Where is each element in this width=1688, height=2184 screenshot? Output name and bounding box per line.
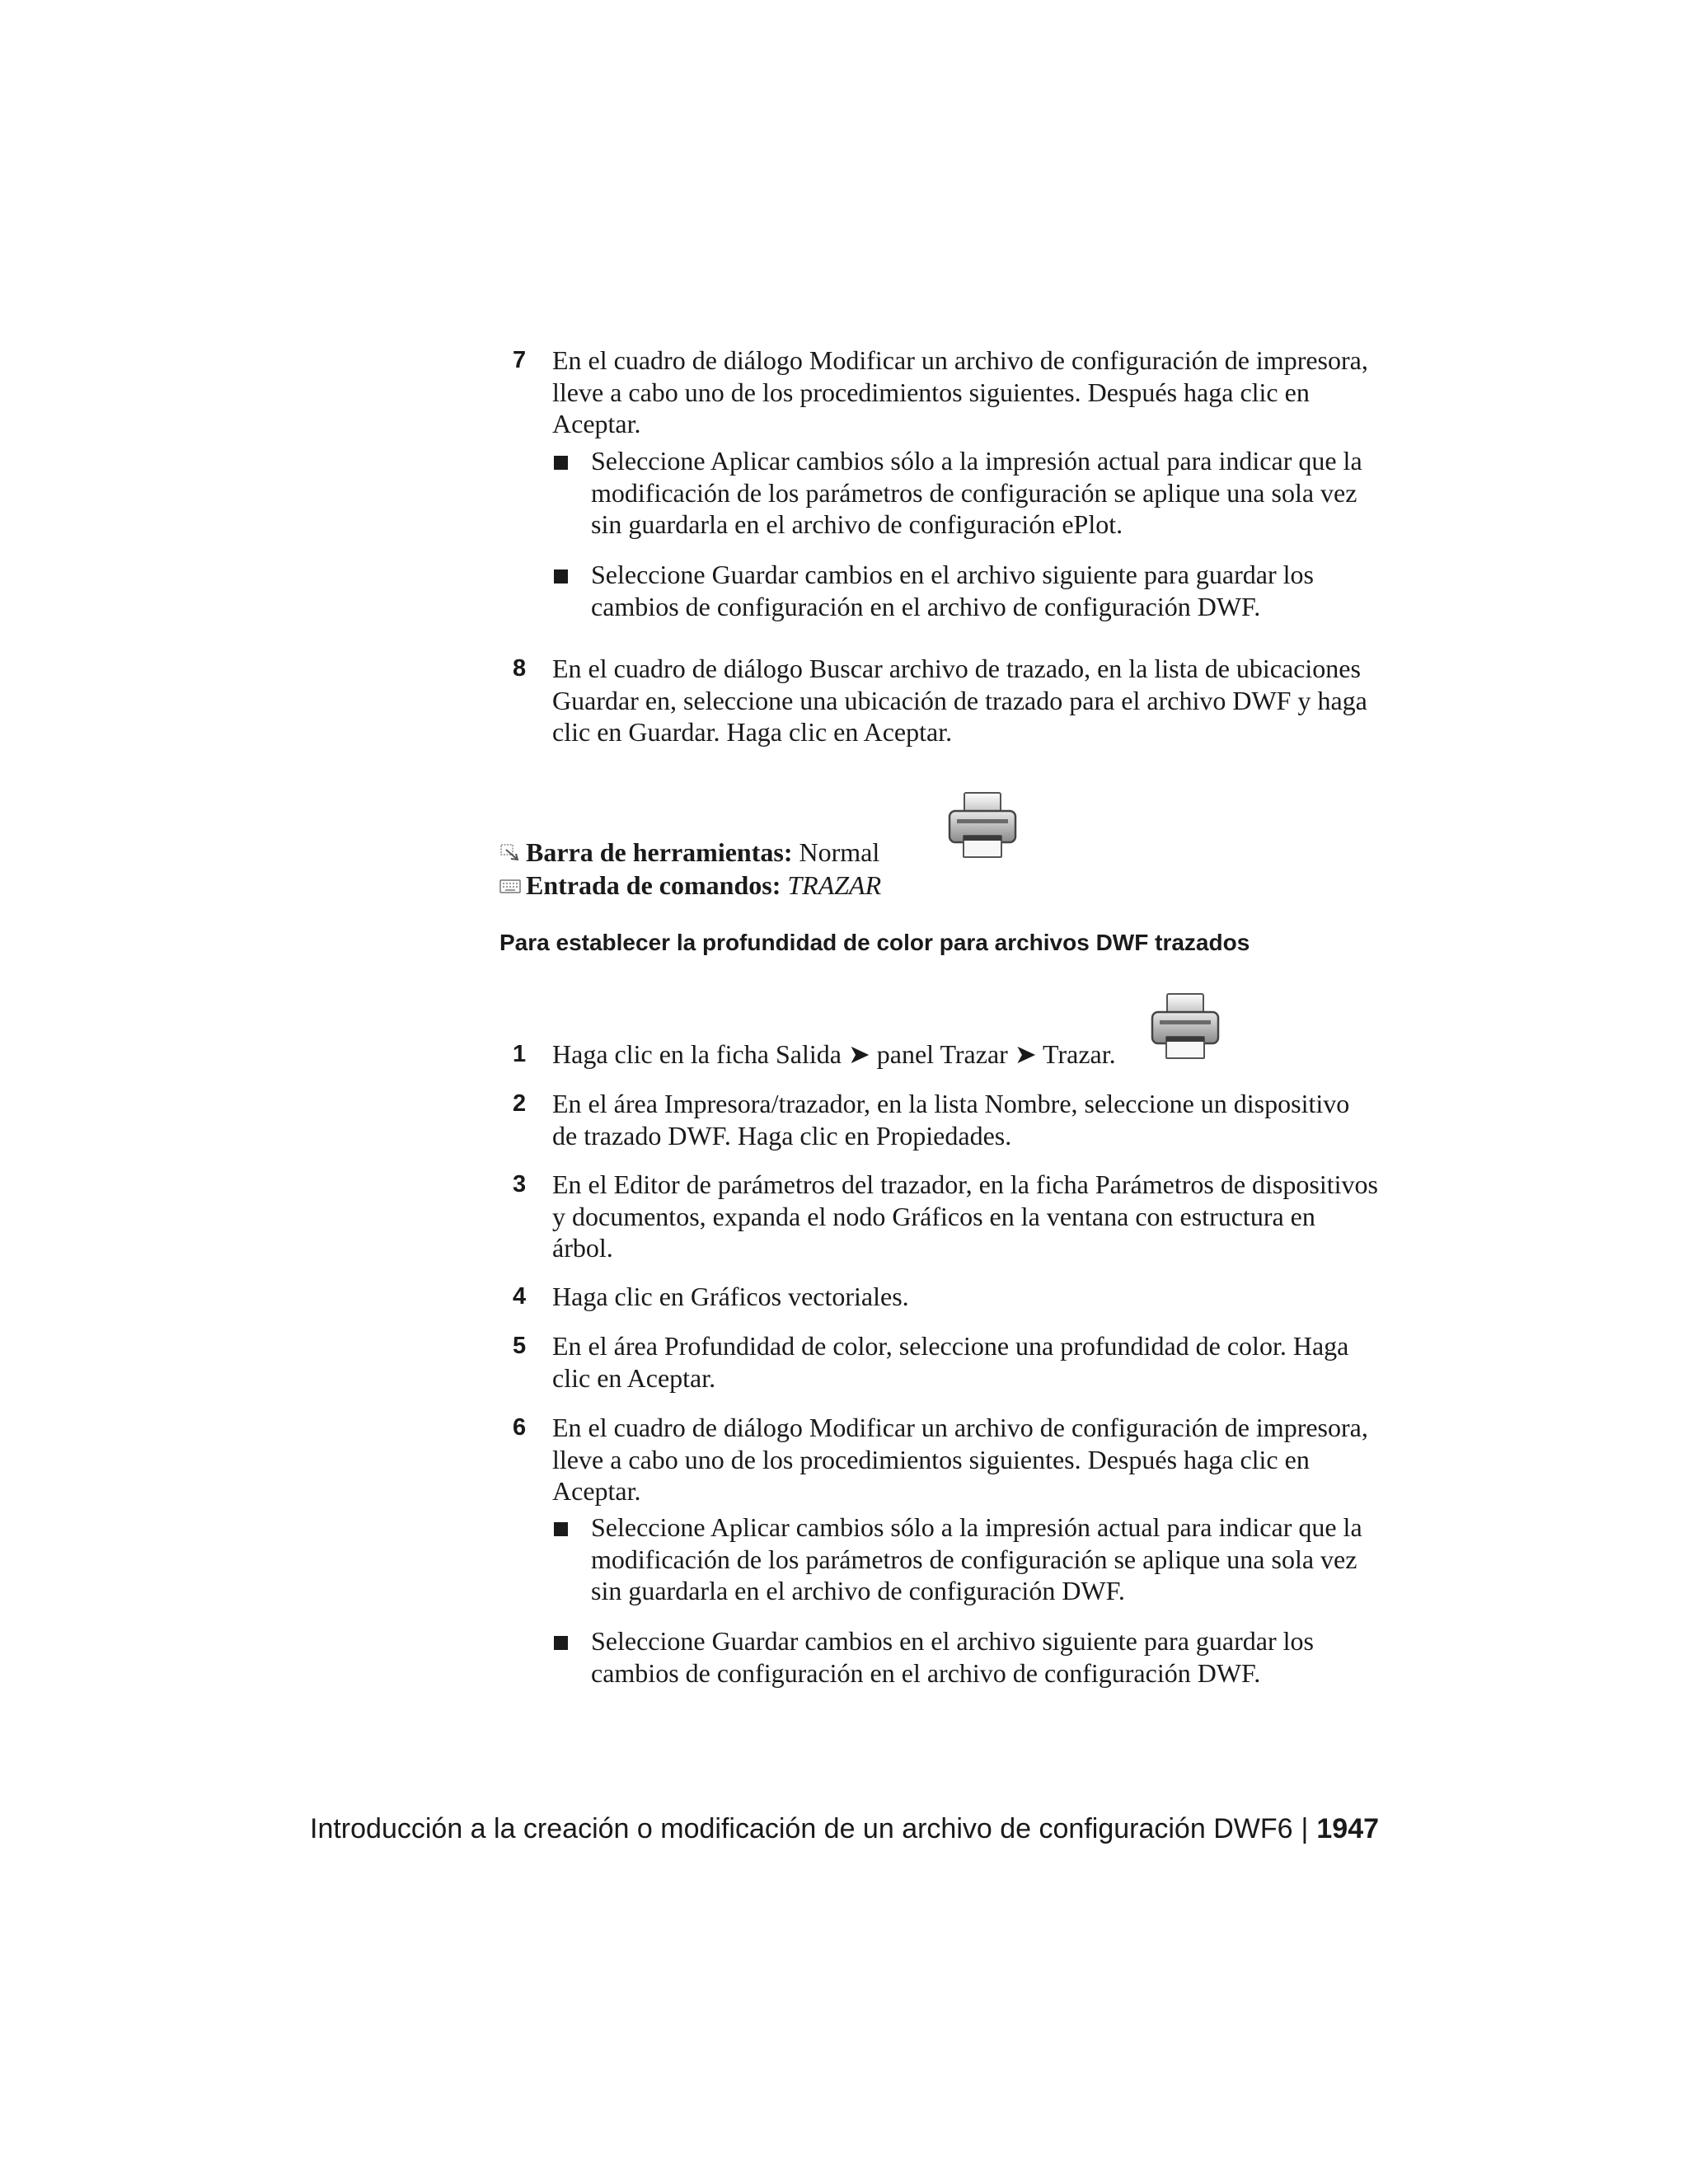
step-text: Haga clic en Gráficos vectoriales. <box>552 1282 909 1311</box>
page-number: 1947 <box>1316 1813 1380 1844</box>
bullet-text: Seleccione Aplicar cambios sólo a la impresión actual para indicar que la modificación de los parámetros de configuración se aplique una sola vez sin guardarla en el archivo de configuración ePlot. <box>591 446 1362 539</box>
step-number: 2 <box>513 1090 527 1117</box>
keyboard-icon <box>499 876 521 896</box>
step-item <box>513 1088 1378 1151</box>
step-item <box>513 653 1378 748</box>
bullet-item <box>552 559 1385 622</box>
bullet-square-icon <box>554 1636 568 1650</box>
step-item <box>513 1038 1378 1071</box>
command-reference <box>499 869 881 902</box>
printer-icon <box>945 788 1020 862</box>
step-item <box>513 1169 1378 1264</box>
bullet-square-icon <box>554 456 568 470</box>
step-text: En el cuadro de diálogo Modificar un archivo de configuración de impresora, lleve a cabo uno de los procedimientos siguientes. Después haga clic en Aceptar. <box>552 345 1368 438</box>
step-text: En el cuadro de diálogo Modificar un archivo de configuración de impresora, lleve a cabo uno de los procedimientos siguientes. Después haga clic en Aceptar. <box>552 1413 1368 1506</box>
step-item <box>513 1412 1378 1507</box>
step-number: 3 <box>513 1171 527 1197</box>
step-number: 4 <box>513 1283 527 1310</box>
step-number: 1 <box>513 1041 527 1067</box>
step-item <box>513 1281 1378 1313</box>
toolbar-value: Normal <box>799 837 880 867</box>
step-number: 5 <box>513 1333 527 1359</box>
step-number: 6 <box>513 1414 527 1441</box>
toolbar-label: Barra de herramientas: <box>526 837 793 867</box>
step-text: Haga clic en la ficha Salida ➤ panel Trazar ➤ Trazar. <box>552 1039 1116 1069</box>
step-item <box>513 1330 1378 1394</box>
toolbar-reference <box>499 836 879 869</box>
step-text: En el cuadro de diálogo Buscar archivo de trazado, en la lista de ubicaciones Guardar en, seleccione una ubicación de trazado para el archivo DWF y haga clic en Guardar. Haga clic en Aceptar. <box>552 654 1367 747</box>
step-text: En el área Impresora/trazador, en la lista Nombre, seleccione un dispositivo de trazado DWF. Haga clic en Propiedades. <box>552 1089 1350 1151</box>
step-number: 8 <box>513 655 527 682</box>
footer-separator: | <box>1301 1813 1309 1844</box>
section-heading: Para establecer la profundidad de color para archivos DWF trazados <box>499 930 1250 955</box>
toolbar-icon <box>499 843 521 863</box>
step-text: En el Editor de parámetros del trazador, en la ficha Parámetros de dispositivos y documentos, expanda el nodo Gráficos en la ventana con estructura en árbol. <box>552 1169 1378 1263</box>
footer-title: Introducción a la creación o modificación de un archivo de configuración DWF6 <box>310 1813 1293 1844</box>
command-value: TRAZAR <box>787 870 882 900</box>
bullet-square-icon <box>554 1522 568 1536</box>
bullet-square-icon <box>554 569 568 583</box>
step-number: 7 <box>513 347 527 373</box>
bullet-text: Seleccione Guardar cambios en el archivo siguiente para guardar los cambios de configuración en el archivo de configuración DWF. <box>591 1626 1314 1688</box>
bullet-item <box>552 1625 1385 1689</box>
bullet-text: Seleccione Guardar cambios en el archivo siguiente para guardar los cambios de configuración en el archivo de configuración DWF. <box>591 560 1314 621</box>
bullet-item <box>552 1511 1385 1607</box>
printer-icon <box>1148 989 1222 1063</box>
page-footer <box>310 1813 1378 1845</box>
command-label: Entrada de comandos: <box>526 870 781 900</box>
bullet-item <box>552 445 1385 541</box>
step-text: En el área Profundidad de color, seleccione una profundidad de color. Haga clic en Aceptar. <box>552 1331 1349 1393</box>
step-item <box>513 344 1378 440</box>
bullet-text: Seleccione Aplicar cambios sólo a la impresión actual para indicar que la modificación de los parámetros de configuración se aplique una sola vez sin guardarla en el archivo de configuración DWF. <box>591 1512 1362 1605</box>
